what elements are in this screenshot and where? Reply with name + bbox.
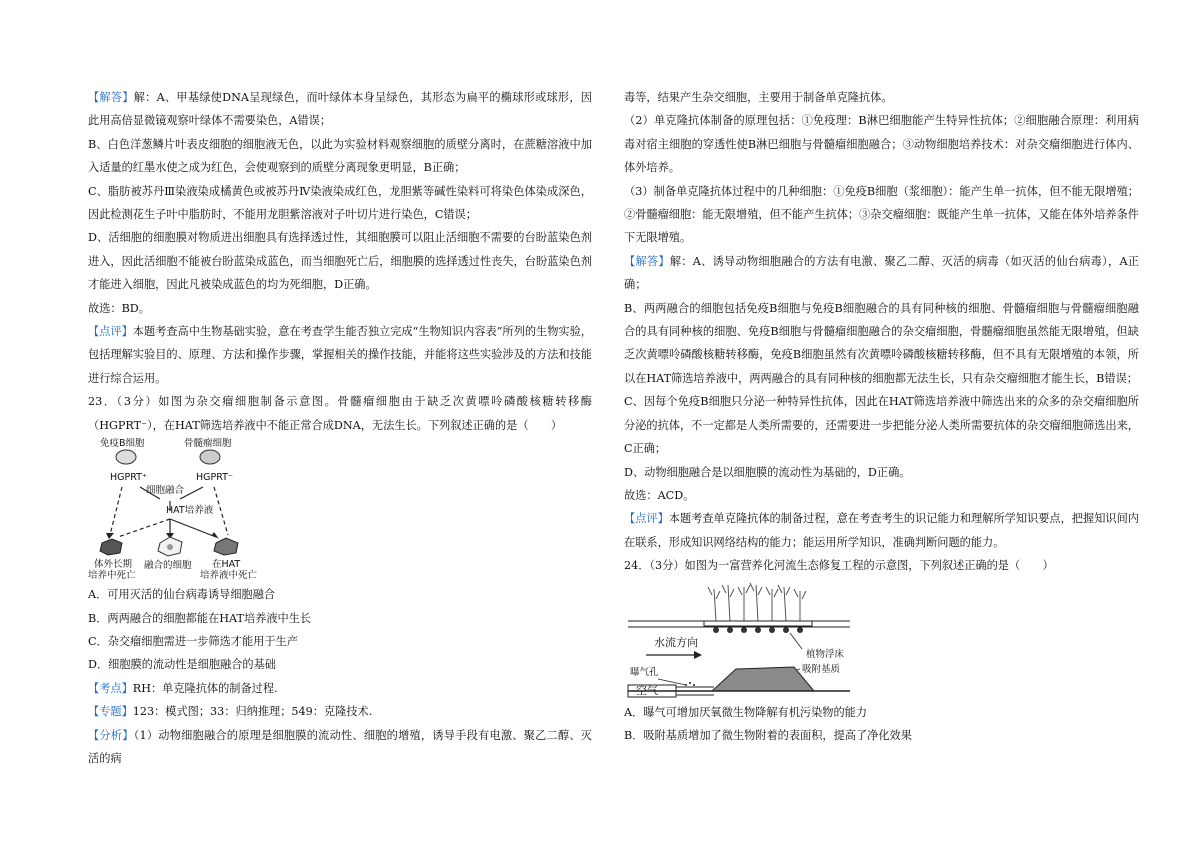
fig-label-die-long-2: 培养中死亡 xyxy=(88,570,136,582)
fig-label-fused: 融合的细胞 xyxy=(144,560,192,572)
fig-label-aerate: 曝气孔 xyxy=(630,666,659,678)
q24-option-a: A．曝气可增加厌氧微生物降解有机污染物的能力 xyxy=(624,705,868,719)
q23-option-b: B．两两融合的细胞都能在HAT培养液中生长 xyxy=(88,611,312,625)
fig-label-die-long-1: 体外长期 xyxy=(94,559,133,571)
fig-label-hgprt-plus: HGPRT⁺ xyxy=(110,472,147,484)
answer-tag: 【解答】 xyxy=(88,91,134,104)
q23-analysis-2: （2）单克隆抗体制备的原理包括：①免疫理：B淋巴细胞能产生特异性抗体；②细胞融合原理：利用病毒对宿主细胞的穿透性使B淋巴细胞与骨髓瘤细胞融合；③动物细胞培养技术：对杂交瘤细胞进行体内、体外培养。 xyxy=(624,114,1139,175)
float-bed-shape xyxy=(704,621,812,626)
topic-tag: 【专题】 xyxy=(88,705,133,719)
myeloma-cell-shape xyxy=(200,450,220,464)
point-tag: 【考点】 xyxy=(88,681,133,695)
substrate-shape xyxy=(712,667,814,691)
q23-stem: 23．（3分）如图为杂交瘤细胞制备示意图。骨髓瘤细胞由于缺乏次黄嘌呤磷酸核糖转移酶（HGPRT⁻），在HAT筛选培养液中不能正常合成DNA，无法生长。下列叙述正确的是（ ） xyxy=(88,395,592,432)
reed-plants xyxy=(708,583,806,621)
dead-b-cell-shape xyxy=(100,539,122,555)
q23-choice: 故选：ACD。 xyxy=(624,488,695,502)
q23-option-d: D．细胞膜的流动性是细胞融合的基础 xyxy=(88,658,276,672)
q23-analysis-3: （3）制备单克隆抗体过程中的几种细胞：①免疫B细胞（浆细胞）：能产生单一抗体，但不能无限增殖；②骨髓瘤细胞：能无限增殖，但不能产生抗体；③杂交瘤细胞：既能产生单一抗体，又能在体外培养条件下无限增殖。 xyxy=(624,184,1139,245)
q23-answer-d: D、动物细胞融合是以细胞膜的流动性为基础的，D正确。 xyxy=(624,465,911,479)
q24-stem: 24．（3分）如图为一富营养化河流生态修复工程的示意图，下列叙述正确的是（ ） xyxy=(624,559,1054,573)
fig-label-die-hat-1: 在HAT xyxy=(212,559,241,571)
q23-topic: 【专题】123：模式图；33：归纳推理；549：克隆技术. xyxy=(88,705,373,719)
answer-tag: 【解答】 xyxy=(624,254,670,268)
fig-label-die-hat-2: 培养液中死亡 xyxy=(200,570,258,582)
immune-b-cell-shape xyxy=(116,450,136,464)
q22-comment: 【点评】本题考查高中生物基础实验，意在考查学生能否独立完成“生物知识内容表”所列的生物实验，包括理解实验目的、原理、方法和操作步骤，掌握相关的操作技能，并能将这些实验涉及的方法和技能进行综合运用。 xyxy=(88,325,592,385)
fig-label-immune-b: 免疫B细胞 xyxy=(100,438,145,450)
fig-label-hat: HAT培养液 xyxy=(166,505,214,517)
analysis-tag: 【分析】 xyxy=(88,728,134,742)
left-column xyxy=(88,86,592,770)
q23-analysis: 【分析】（1）动物细胞融合的原理是细胞膜的流动性、细胞的增殖，诱导手段有电激、聚乙二醇、灭活的病 xyxy=(88,728,592,765)
fig-label-myeloma: 骨髓瘤细胞 xyxy=(184,438,232,450)
q23-point: 【考点】RH：单克隆抗体的制备过程. xyxy=(88,681,278,695)
q22-answer-c: C、脂肪被苏丹Ⅲ染液染成橘黄色或被苏丹Ⅳ染液染成红色，龙胆紫等碱性染料可将染色体染成深色，因此检测花生子叶中脂肪时，不能用龙胆紫溶液对子叶切片进行染色，C错误； xyxy=(88,184,592,222)
q23-answer-b: B、两两融合的细胞包括免疫B细胞与免疫B细胞融合的具有同种核的细胞、骨髓瘤细胞与骨髓瘤细胞融合的具有同种核的细胞、免疫B细胞与骨髓瘤细胞融合的杂交瘤细胞，骨髓瘤细胞虽然能无限增殖，但缺乏次黄嘌呤磷酸核糖转移酶，免疫B细胞虽然有次黄嘌呤磷酸核糖转移酶，但不具有无限增殖的本领，所以在HAT筛选培养液中，两两融合的具有同种核的细胞都无法生长，只有杂交瘤细胞才能生长，B错误； xyxy=(624,301,1139,385)
q23-comment: 【点评】本题考查单克隆抗体的制备过程，意在考查考生的识记能力和理解所学知识要点，把握知识间内在联系，形成知识网络结构的能力；能运用所学知识，准确判断问题的能力。 xyxy=(624,512,1139,549)
fig-label-water-flow: 水流方向 xyxy=(654,635,698,649)
q22-answer-a: 【解答】解：A、甲基绿使DNA呈现绿色，而叶绿体本身呈绿色，其形态为扁平的椭球形或球形，因此用高倍显微镜观察叶绿体不需要染色，A错误； xyxy=(88,91,592,128)
comment-tag: 【点评】 xyxy=(624,512,669,526)
right-column xyxy=(624,86,1139,747)
fig-label-hgprt-minus: HGPRT⁻ xyxy=(196,472,233,484)
dead-myeloma-shape xyxy=(214,538,238,555)
comment-tag: 【点评】 xyxy=(88,325,133,339)
fig-label-air: 空气 xyxy=(636,683,658,697)
fig-label-fusion: 细胞融合 xyxy=(146,485,185,497)
q23-answer-a: 【解答】解：A、诱导动物细胞融合的方法有电激、聚乙二醇、灭活的病毒（如灭活的仙台病毒），A正确； xyxy=(624,254,1139,292)
hybridoma-diagram xyxy=(88,438,348,582)
q23-option-a: A．可用灭活的仙台病毒诱导细胞融合 xyxy=(88,588,276,602)
fig-label-substrate: 吸附基质 xyxy=(802,663,841,675)
q22-choice: 故选：BD。 xyxy=(88,301,150,315)
q23-option-c: C．杂交瘤细胞需进一步筛选才能用于生产 xyxy=(88,634,298,648)
q23-analysis-continued: 毒等，结果产生杂交细胞，主要用于制备单克隆抗体。 xyxy=(624,91,893,104)
q22-answer-b: B、白色洋葱鳞片叶表皮细胞的细胞液无色，以此为实验材料观察细胞的质壁分离时，在蔗糖溶液中加入适量的红墨水使之成为红色，会使观察到的质壁分离现象更明显，B正确； xyxy=(88,137,592,175)
q24-option-b: B．吸附基质增加了微生物附着的表面积，提高了净化效果 xyxy=(624,728,912,742)
q23-answer-c: C、因每个免疫B细胞只分泌一种特异性抗体，因此在HAT筛选培养液中筛选出来的众多的杂交瘤细胞所分泌的抗体，不一定都是人类所需要的，还需要进一步把能分泌人类所需要抗体的杂交瘤细胞筛选出来，C正确； xyxy=(624,395,1139,456)
fig-label-float-bed: 植物浮床 xyxy=(806,648,845,660)
q22-answer-d: D、活细胞的细胞膜对物质进出细胞具有选择透过性，其细胞膜可以阻止活细胞不需要的台盼蓝染色剂进入，因此活细胞不能被台盼蓝染成蓝色，而当细胞死亡后，细胞膜的选择透过性丧失，台盼蓝染色剂才能进入细胞，因此凡被染成蓝色的均为死细胞，D正确。 xyxy=(88,231,592,292)
river-restoration-diagram xyxy=(624,581,854,699)
